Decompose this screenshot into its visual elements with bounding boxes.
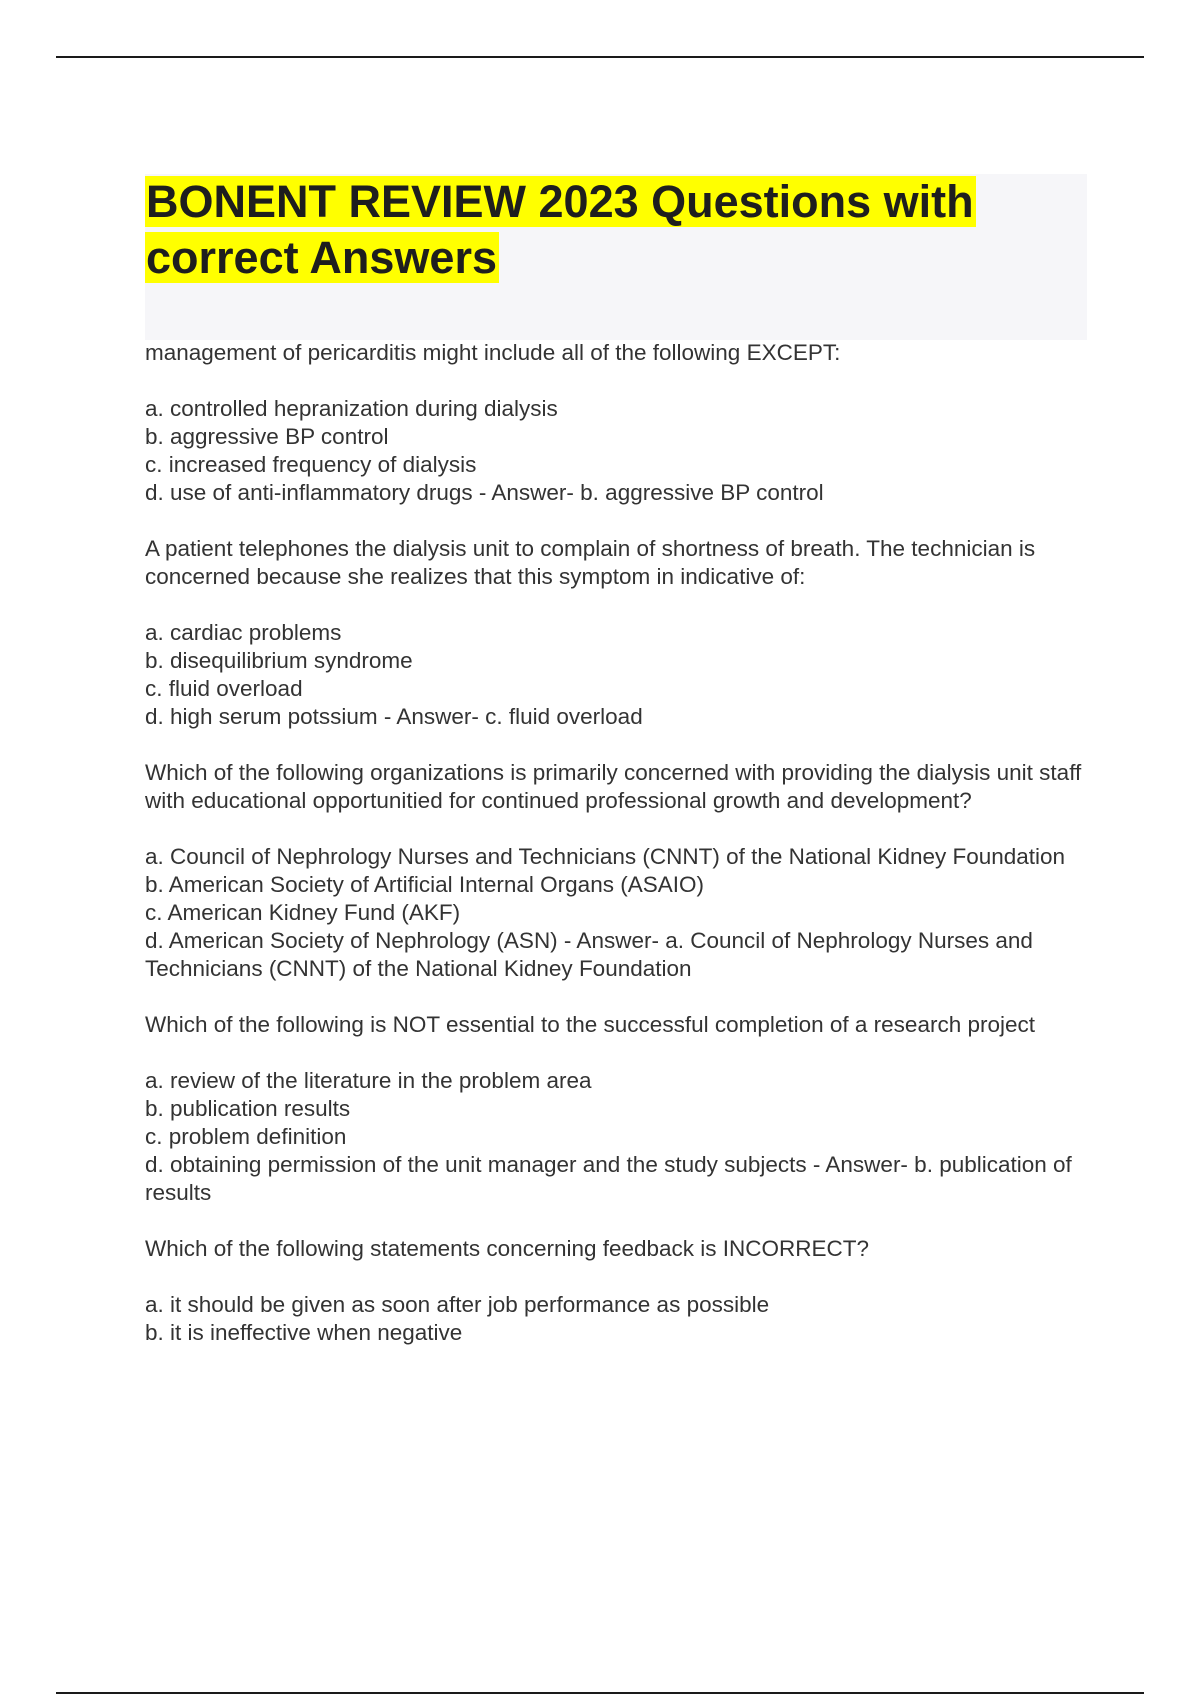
title-highlight: BONENT REVIEW 2023 Questions with correct Answers [146,176,974,283]
answer-option: d. obtaining permission of the unit manager and the study subjects - Answer- b. publication of results [145,1152,1072,1205]
answer-option: b. aggressive BP control [145,424,389,449]
answer-option: a. Council of Nephrology Nurses and Technicians (CNNT) of the National Kidney Foundation [145,844,1066,869]
question-text: Which of the following is NOT essential to the successful completion of a research project [145,1012,1036,1037]
top-rule [56,56,1144,58]
question-text: management of pericarditis might include all of the following EXCEPT: [145,340,841,365]
answer-option: b. publication results [145,1096,351,1121]
question-text: A patient telephones the dialysis unit to complain of shortness of breath. The technician is concerned because she realizes that this symptom in indicative of: [145,536,1036,589]
answer-option: a. cardiac problems [145,620,342,645]
question-5 [145,1235,1095,1347]
answer-option: c. problem definition [145,1124,347,1149]
question-3 [145,759,1095,983]
bottom-rule [56,1692,1144,1694]
document-title [145,174,1087,286]
question-list [145,339,1095,1375]
answer-option: b. it is ineffective when negative [145,1320,463,1345]
answer-option: a. it should be given as soon after job performance as possible [145,1292,770,1317]
answer-option: d. high serum potssium - Answer- c. fluid overload [145,704,643,729]
answer-option: c. fluid overload [145,676,303,701]
answer-option: c. American Kidney Fund (AKF) [145,900,461,925]
answer-option: b. American Society of Artificial Internal Organs (ASAIO) [145,872,704,897]
question-1 [145,339,1095,507]
question-text: Which of the following statements concerning feedback is INCORRECT? [145,1236,870,1261]
question-text: Which of the following organizations is primarily concerned with providing the dialysis unit staff with educational opportunitied for continued professional growth and development? [145,760,1082,813]
question-2 [145,535,1095,731]
answer-option: b. disequilibrium syndrome [145,648,413,673]
answer-option: a. controlled hepranization during dialysis [145,396,558,421]
answer-option: d. use of anti-inflammatory drugs - Answer- b. aggressive BP control [145,480,824,505]
answer-option: d. American Society of Nephrology (ASN) - Answer- a. Council of Nephrology Nurses and Technicians (CNNT) of the National Kidney Foundation [145,928,1033,981]
question-4 [145,1011,1095,1207]
title-block [145,174,1087,340]
answer-option: c. increased frequency of dialysis [145,452,477,477]
answer-option: a. review of the literature in the problem area [145,1068,592,1093]
